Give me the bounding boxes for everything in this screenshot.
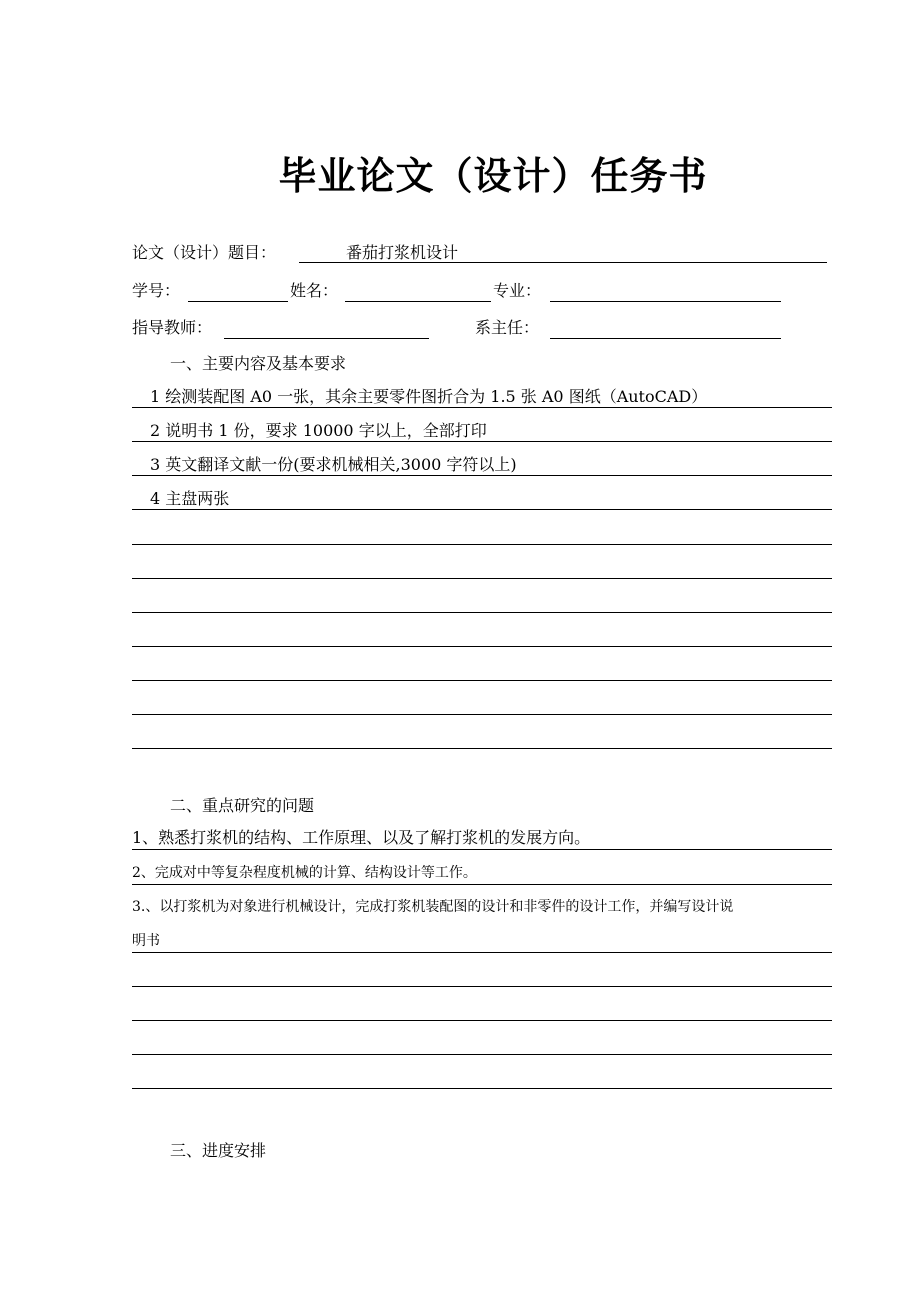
section-heading-schedule: 三、进度安排 — [170, 1141, 267, 1160]
blank-line — [132, 522, 832, 545]
list-item: 2、完成对中等复杂程度机械的计算、结构设计等工作。 — [132, 862, 832, 885]
blank-line — [132, 964, 832, 987]
blank-line — [132, 556, 832, 579]
name-field[interactable] — [345, 281, 491, 302]
blank-line — [132, 692, 832, 715]
blank-line — [132, 726, 832, 749]
topic-label: 论文（设计）题目： — [132, 243, 277, 262]
advisor-label: 指导教师： — [132, 318, 213, 337]
major-label: 专业： — [493, 281, 542, 300]
list-item: 3 英文翻译文献一份(要求机械相关,3000 字符以上) — [132, 454, 832, 476]
topic-field[interactable]: 番茄打浆机设计 — [299, 243, 827, 263]
blank-line — [132, 998, 832, 1021]
list-item: 3.、以打浆机为对象进行机械设计，完成打浆机装配图的设计和非零件的设计工作，并编写设计说 — [132, 899, 734, 915]
blank-line — [132, 1066, 832, 1089]
section-heading-main-content: 一、主要内容及基本要求 — [170, 354, 347, 373]
list-item: 1、熟悉打浆机的结构、工作原理、以及了解打浆机的发展方向。 — [132, 827, 832, 850]
section-heading-key-problems: 二、重点研究的问题 — [170, 796, 315, 815]
student-id-label: 学号： — [132, 281, 181, 300]
blank-line — [132, 624, 832, 647]
major-field[interactable] — [550, 281, 781, 302]
dept-head-label: 系主任： — [475, 318, 540, 337]
list-item: 4 主盘两张 — [132, 488, 832, 510]
blank-line — [132, 590, 832, 613]
dept-head-field[interactable] — [550, 318, 781, 339]
name-label: 姓名： — [290, 281, 339, 300]
blank-line — [132, 658, 832, 681]
document-title: 毕业论文（设计）任务书 — [278, 154, 708, 198]
student-id-field[interactable] — [188, 281, 288, 302]
list-item: 2 说明书 1 份，要求 10000 字以上，全部打印 — [132, 420, 832, 442]
advisor-field[interactable] — [224, 318, 429, 339]
blank-line — [132, 1032, 832, 1055]
list-item: 1 绘测装配图 A0 一张，其余主要零件图折合为 1.5 张 A0 图纸（AutoCAD） — [132, 386, 832, 408]
list-item: 明书 — [132, 930, 832, 953]
